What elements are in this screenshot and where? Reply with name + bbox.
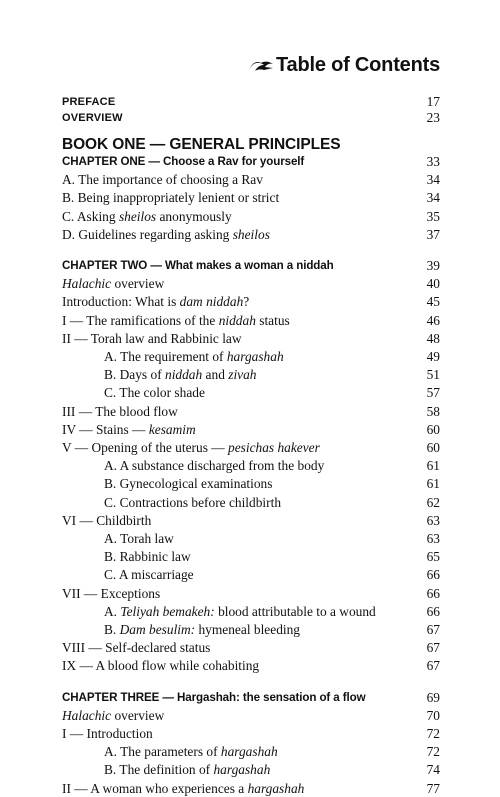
entry-title bbox=[62, 276, 164, 292]
entry-title: PREFACE bbox=[62, 96, 116, 108]
entry-text: ? bbox=[243, 294, 250, 309]
entry-page-number: 67 bbox=[426, 622, 440, 637]
entry-text: IV — Stains — bbox=[62, 422, 149, 437]
entry-title bbox=[62, 640, 210, 656]
entry-page-number: 69 bbox=[426, 690, 440, 705]
entry-page-number: 34 bbox=[426, 190, 440, 205]
entry-text: B. Days of bbox=[104, 367, 165, 382]
entry-page-number: 39 bbox=[426, 258, 440, 273]
entry-title bbox=[104, 622, 300, 638]
entry-title bbox=[62, 726, 153, 742]
entry-page-number: 67 bbox=[426, 658, 440, 673]
entry-page-number: 72 bbox=[426, 726, 440, 741]
entry-text: hymeneal bleeding bbox=[195, 622, 300, 637]
entry-page-number: 49 bbox=[426, 349, 440, 364]
entry-page-number: 34 bbox=[426, 172, 440, 187]
entry-text: C. A miscarriage bbox=[104, 567, 194, 582]
italic-term: Halachic bbox=[62, 276, 112, 291]
entry-page-number: 63 bbox=[426, 531, 440, 546]
entry-page-number: 48 bbox=[426, 331, 440, 346]
entry-page-number: 67 bbox=[426, 640, 440, 655]
italic-term: niddah bbox=[218, 313, 256, 328]
entry-page-number: 61 bbox=[426, 458, 440, 473]
chapter-heading bbox=[62, 154, 440, 170]
entry-title bbox=[62, 331, 242, 347]
toc-entry bbox=[62, 476, 440, 492]
entry-page-number: 23 bbox=[426, 110, 440, 125]
toc-entry bbox=[62, 458, 440, 474]
entry-page-number: 63 bbox=[426, 513, 440, 528]
entry-title bbox=[104, 385, 205, 401]
chapter-heading bbox=[62, 258, 440, 274]
entry-text: A. The parameters of bbox=[104, 744, 221, 759]
entry-title bbox=[104, 744, 278, 760]
entry-text: C. Asking bbox=[62, 209, 119, 224]
entry-text: III — The blood flow bbox=[62, 404, 178, 419]
entry-title bbox=[104, 476, 272, 492]
italic-term: dam niddah bbox=[179, 294, 244, 309]
toc-entry bbox=[62, 567, 440, 583]
toc-entry bbox=[62, 227, 440, 243]
toc-entry bbox=[62, 549, 440, 565]
entry-page-number: 37 bbox=[426, 227, 440, 242]
toc-entry bbox=[62, 190, 440, 206]
toc-entry bbox=[62, 708, 440, 724]
entry-text: A. Torah law bbox=[104, 531, 174, 546]
entry-title bbox=[62, 313, 290, 329]
entry-title bbox=[62, 422, 196, 438]
toc-entry bbox=[62, 640, 440, 656]
entry-title bbox=[62, 172, 263, 188]
entry-text: overview bbox=[111, 708, 165, 723]
toc-entry bbox=[62, 531, 440, 547]
entry-title bbox=[104, 762, 270, 778]
toc-entry bbox=[62, 294, 440, 310]
toc-entry bbox=[62, 422, 440, 438]
entry-text: A. The importance of choosing a Rav bbox=[62, 172, 263, 187]
entry-text: V — Opening of the uterus — bbox=[62, 440, 228, 455]
entry-page-number: 17 bbox=[426, 94, 440, 109]
entry-text: IX — A blood flow while cohabiting bbox=[62, 658, 260, 673]
chapter-title: CHAPTER ONE — Choose a Rav for yourself bbox=[62, 155, 305, 168]
entry-text: II — Torah law and Rabbinic law bbox=[62, 331, 242, 346]
entry-title bbox=[62, 658, 259, 674]
toc-entry bbox=[62, 762, 440, 778]
entry-title bbox=[104, 495, 281, 511]
toc-entry bbox=[62, 604, 440, 620]
entry-title bbox=[104, 367, 257, 383]
chapter-heading bbox=[62, 690, 440, 706]
entry-page-number: 70 bbox=[426, 708, 440, 723]
entry-text: C. The color shade bbox=[104, 385, 205, 400]
entry-page-number: 57 bbox=[426, 385, 440, 400]
chapter-title: CHAPTER TWO — What makes a woman a niddah bbox=[62, 259, 334, 272]
entry-title bbox=[62, 227, 270, 243]
entry-page-number: 77 bbox=[426, 781, 440, 796]
entry-text: Introduction: What is bbox=[62, 294, 180, 309]
toc-entry bbox=[62, 658, 440, 674]
chapter-title: CHAPTER THREE — Hargashah: the sensation of a flow bbox=[62, 691, 366, 704]
entry-text: I — Introduction bbox=[62, 726, 153, 741]
entry-title bbox=[104, 567, 194, 583]
entry-text: and bbox=[202, 367, 229, 382]
entry-page-number: 61 bbox=[426, 476, 440, 491]
entry-text: VI — Childbirth bbox=[62, 513, 152, 528]
entry-text: B. Being inappropriately lenient or strict bbox=[62, 190, 280, 205]
entry-title bbox=[62, 404, 178, 420]
toc-entry bbox=[62, 440, 440, 456]
entry-text: blood attributable to a wound bbox=[214, 604, 376, 619]
entry-text: B. Gynecological examinations bbox=[104, 476, 273, 491]
entry-title bbox=[62, 781, 304, 797]
toc-title: Table of Contents bbox=[275, 54, 440, 76]
entry-page-number: 66 bbox=[426, 567, 440, 582]
toc-front-entry bbox=[62, 110, 440, 126]
entry-page-number: 66 bbox=[426, 586, 440, 601]
toc-entry bbox=[62, 513, 440, 529]
entry-text: overview bbox=[111, 276, 165, 291]
toc-entry bbox=[62, 172, 440, 188]
entry-title bbox=[104, 458, 324, 474]
italic-term: Teliyah bemakeh: bbox=[120, 604, 215, 619]
entry-page-number: 46 bbox=[426, 313, 440, 328]
entry-title bbox=[62, 294, 249, 310]
entry-text: A. bbox=[104, 604, 121, 619]
entry-text: A. The requirement of bbox=[104, 349, 227, 364]
italic-term: niddah bbox=[165, 367, 203, 382]
entry-title bbox=[62, 513, 151, 529]
entry-page-number: 51 bbox=[426, 367, 440, 382]
entry-page-number: 35 bbox=[426, 209, 440, 224]
entry-text: status bbox=[255, 313, 290, 328]
toc-entry bbox=[62, 622, 440, 638]
entry-title bbox=[62, 190, 279, 206]
italic-term: hargashah bbox=[220, 744, 278, 759]
italic-term: hargashah bbox=[247, 781, 305, 796]
entry-title: OVERVIEW bbox=[62, 112, 123, 124]
toc-header bbox=[248, 54, 440, 77]
toc-entry bbox=[62, 781, 440, 797]
entry-title bbox=[104, 349, 284, 365]
entry-title bbox=[62, 440, 320, 456]
entry-text: B. Rabbinic law bbox=[104, 549, 191, 564]
toc-entry bbox=[62, 331, 440, 347]
toc-entry bbox=[62, 744, 440, 760]
toc-entry bbox=[62, 495, 440, 511]
entry-page-number: 74 bbox=[426, 762, 440, 777]
italic-term: Halachic bbox=[62, 708, 112, 723]
entry-text: II — A woman who experiences a bbox=[62, 781, 248, 796]
entry-text: I — The ramifications of the bbox=[62, 313, 219, 328]
italic-term: Dam besulim: bbox=[119, 622, 196, 637]
entry-page-number: 65 bbox=[426, 549, 440, 564]
entry-text: C. Contractions before childbirth bbox=[104, 495, 282, 510]
entry-title bbox=[62, 586, 160, 602]
toc-entry bbox=[62, 349, 440, 365]
italic-term: pesichas hakever bbox=[228, 440, 320, 455]
entry-page-number: 40 bbox=[426, 276, 440, 291]
entry-title bbox=[104, 604, 376, 620]
toc-entry bbox=[62, 209, 440, 225]
toc-front-entry bbox=[62, 94, 440, 110]
entry-text: VII — Exceptions bbox=[62, 586, 161, 601]
entry-page-number: 60 bbox=[426, 422, 440, 437]
toc-entry bbox=[62, 586, 440, 602]
entry-title bbox=[104, 531, 174, 547]
entry-title bbox=[104, 549, 191, 565]
toc-entry bbox=[62, 726, 440, 742]
entry-title bbox=[62, 209, 232, 225]
entry-page-number: 33 bbox=[426, 154, 440, 169]
toc-entry bbox=[62, 313, 440, 329]
toc-entry bbox=[62, 276, 440, 292]
book-heading: BOOK ONE — GENERAL PRINCIPLES bbox=[62, 136, 341, 153]
toc-entry bbox=[62, 404, 440, 420]
entry-text: VIII — Self-declared status bbox=[62, 640, 211, 655]
toc-entry bbox=[62, 367, 440, 383]
italic-term: hargashah bbox=[226, 349, 284, 364]
flourish-icon bbox=[248, 58, 274, 74]
entry-page-number: 62 bbox=[426, 495, 440, 510]
italic-term: sheilos bbox=[232, 227, 270, 242]
entry-text: anonymously bbox=[156, 209, 232, 224]
italic-term: zivah bbox=[228, 367, 257, 382]
entry-text: B. The definition of bbox=[104, 762, 214, 777]
entry-title bbox=[62, 708, 164, 724]
italic-term: kesamim bbox=[148, 422, 196, 437]
entry-text: B. bbox=[104, 622, 120, 637]
italic-term: sheilos bbox=[118, 209, 157, 224]
entry-page-number: 45 bbox=[426, 294, 440, 309]
entry-page-number: 72 bbox=[426, 744, 440, 759]
entry-page-number: 66 bbox=[426, 604, 440, 619]
entry-page-number: 60 bbox=[426, 440, 440, 455]
entry-text: D. Guidelines regarding asking bbox=[62, 227, 233, 242]
entry-text: A. A substance discharged from the body bbox=[104, 458, 325, 473]
italic-term: hargashah bbox=[213, 762, 271, 777]
entry-page-number: 58 bbox=[426, 404, 440, 419]
toc-entry bbox=[62, 385, 440, 401]
